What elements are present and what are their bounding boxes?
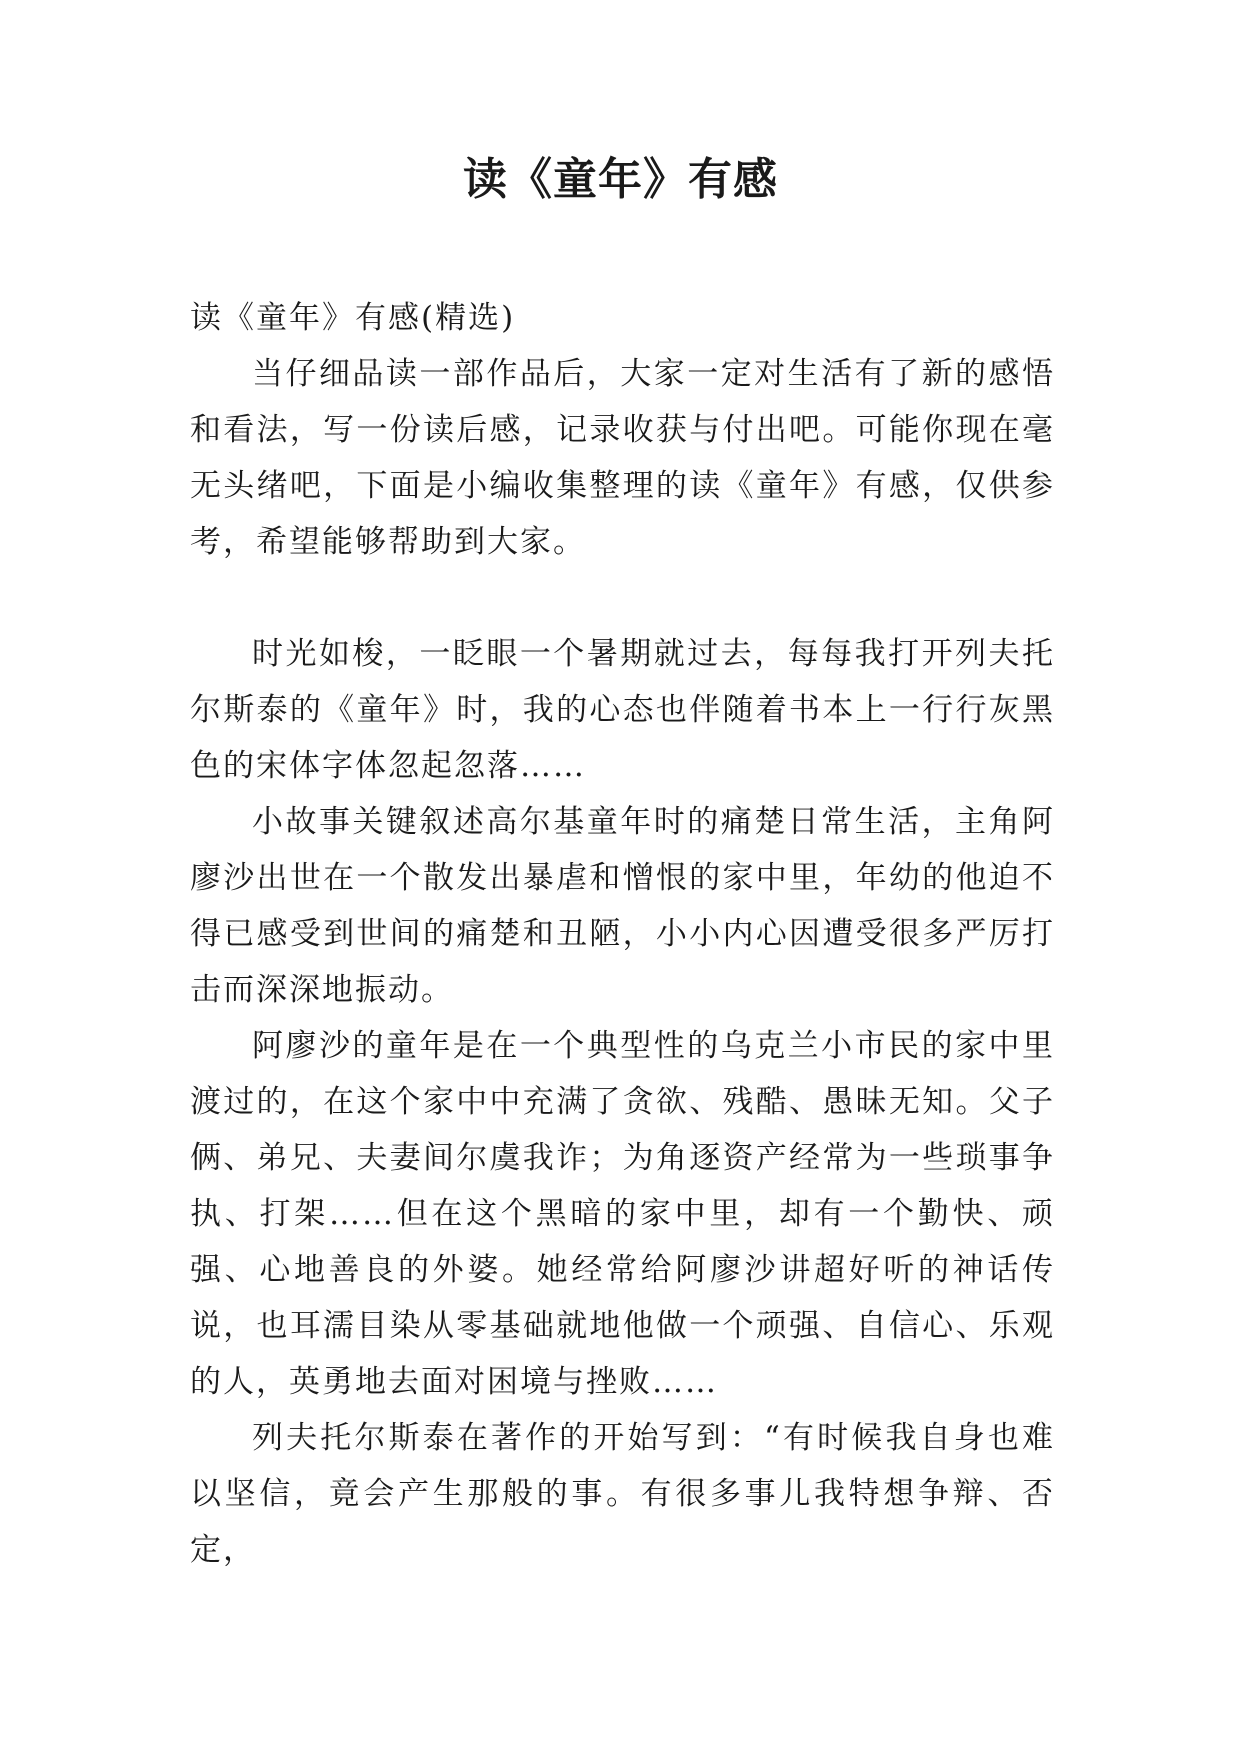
body-paragraph: 阿廖沙的童年是在一个典型性的乌克兰小市民的家中里渡过的，在这个家中中充满了贪欲、残酷、愚昧无知。父子俩、弟兄、夫妻间尔虞我诈；为角逐资产经常为一些琐事争执、打架……但在这个黑暗的家中里，却有一个勤快、顽强、心地善良的外婆。她经常给阿廖沙讲超好听的神话传说，也耳濡目染从零基础就地他做一个顽强、自信心、乐观的人，英勇地去面对困境与挫败…… bbox=[190, 1028, 1055, 1400]
body-paragraph: 列夫托尔斯泰在著作的开始写到：“有时候我自身也难以坚信，竟会产生那般的事。有很多事儿我特想争辩、否定， bbox=[190, 1420, 1055, 1568]
document-body bbox=[190, 290, 1055, 1578]
document-subtitle: 读《童年》有感(精选) bbox=[190, 300, 516, 336]
body-paragraph: 时光如梭，一眨眼一个暑期就过去，每每我打开列夫托尔斯泰的《童年》时，我的心态也伴随着书本上一行行灰黑色的宋体字体忽起忽落…… bbox=[190, 636, 1055, 784]
document-title: 读《童年》有感 bbox=[463, 154, 778, 205]
body-paragraph: 小故事关键叙述高尔基童年时的痛楚日常生活，主角阿廖沙出世在一个散发出暴虐和憎恨的家中里，年幼的他迫不得已感受到世间的痛楚和丑陋，小小内心因遭受很多严厉打击而深深地振动。 bbox=[190, 804, 1055, 1008]
paragraph-spacer bbox=[190, 570, 1055, 626]
intro-paragraph: 当仔细品读一部作品后，大家一定对生活有了新的感悟和看法，写一份读后感，记录收获与付出吧。可能你现在毫无头绪吧，下面是小编收集整理的读《童年》有感，仅供参考，希望能够帮助到大家。 bbox=[190, 356, 1055, 560]
